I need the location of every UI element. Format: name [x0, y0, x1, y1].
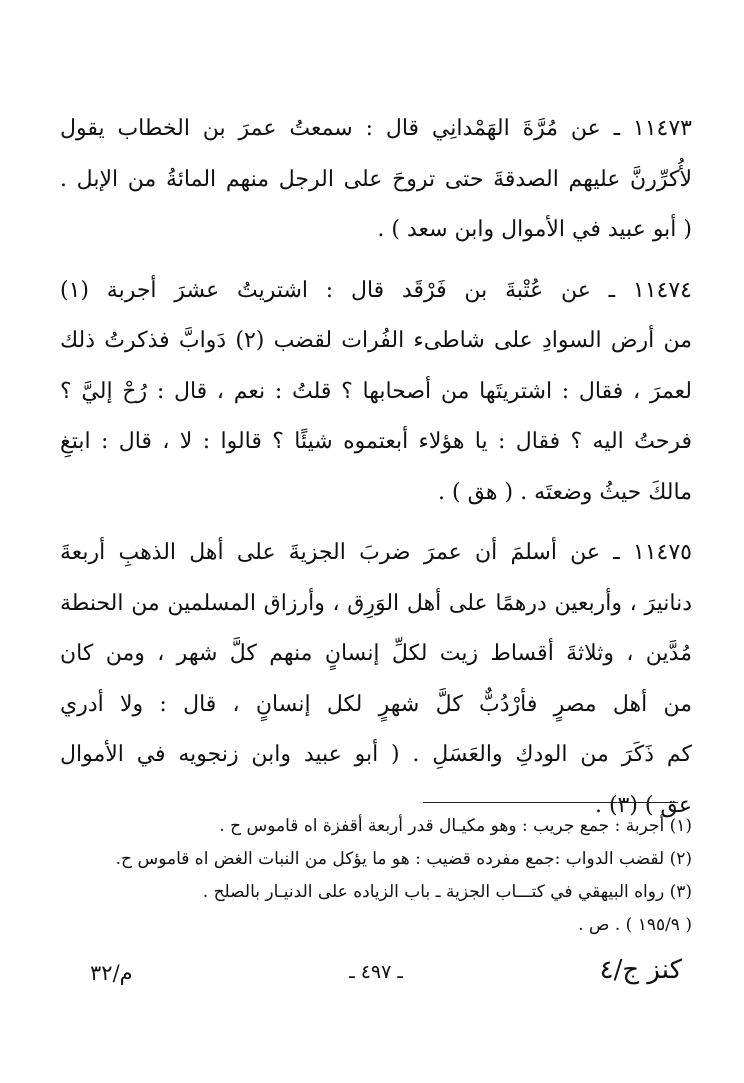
signature-mark: م/٣٢ — [90, 961, 133, 985]
hadith-11475 — [60, 528, 692, 831]
volume-label: كنز ج/٤ — [599, 955, 682, 985]
hadith-11474 — [60, 266, 692, 519]
footnote-3: (٣) رواه البيهقي في كتـــاب الجزية ـ باب الزياده على الدنيـار بالصلح . — [202, 882, 692, 902]
text-line: لعمرَ ، فقال : اشتريتَها من أصحابها ؟ قلتُ : نعم ، قال : رُحْ إليَّ ؟ — [60, 378, 692, 404]
footnotes — [60, 810, 692, 942]
footnote-2: (٢) لقضب الدواب :جمع مفرده قضيب : هو ما يؤكل من النبات الغض اه قاموس ح. — [115, 849, 692, 869]
page-footer — [60, 955, 692, 995]
footnote-divider — [423, 802, 678, 803]
text-line: عق ) (٣) . — [594, 792, 692, 818]
text-line: ١١٤٧٣ ـ عن مُرَّةَ الهَمْدانِي قال : سمعتُ عمرَ بن الخطاب يقول — [60, 116, 692, 141]
text-line: كم ذَكَرَ من الودكِ والعَسَلِ . ( أبو عبيد وابن زنجويه في الأموال — [60, 742, 692, 767]
text-line: ( أبو عبيد في الأموال وابن سعد ) . — [377, 217, 692, 242]
text-line: ١١٤٧٤ ـ عن عُتْبةَ بن فَرْقَد قال : اشتريتُ عشرَ أجربة (١) — [60, 277, 692, 303]
text-line: ١١٤٧٥ ـ عن أسلمَ أن عمرَ ضربَ الجزيةَ على أهل الذهبِ أربعةَ — [60, 540, 692, 565]
text-line: فرحتُ اليه ؟ فقال : يا هؤلاء أبعتموه شيئًا ؟ قالوا : لا ، قال : ابتغِ — [60, 429, 692, 454]
text-line: لأُكرِّرنَّ عليهم الصدقةَ حتى تروحَ على الرجل منهم المائةُ من الإبل . — [60, 166, 692, 192]
page-number: ـ ٤٩٧ ـ — [349, 961, 403, 983]
text-line: دنانيرَ ، وأربعين درهمًا على أهل الوَرِق ، وأرزاق المسلمين من الحنطة — [60, 590, 692, 616]
hadith-11473 — [60, 104, 692, 256]
text-line: من أرض السوادِ على شاطىء الفُرات لقضب (٢) دَوابَّ فذكرتُ ذلك — [60, 328, 692, 353]
text-line: مُدَّين ، وثلاثةَ أقساط زيت لكلِّ إنسانٍ منهم كلَّ شهر ، ومن كان — [60, 641, 692, 666]
footnote-1: (١) أجربة : جمع جريب : وهو مكيـال قدر أربعة أقفزة اه قاموس ح . — [219, 816, 692, 836]
text-line: من أهل مصرٍ فأرْدُبٌّ كلَّ شهرٍ لكل إنسانٍ ، قال : ولا أدري — [60, 691, 692, 717]
main-text — [60, 104, 692, 841]
footnote-3-continued: ( ١٩٥/٩ ) . ص . — [578, 915, 692, 935]
text-line: مالكَ حيثُ وضعتَه . ( هق ) . — [438, 479, 692, 505]
